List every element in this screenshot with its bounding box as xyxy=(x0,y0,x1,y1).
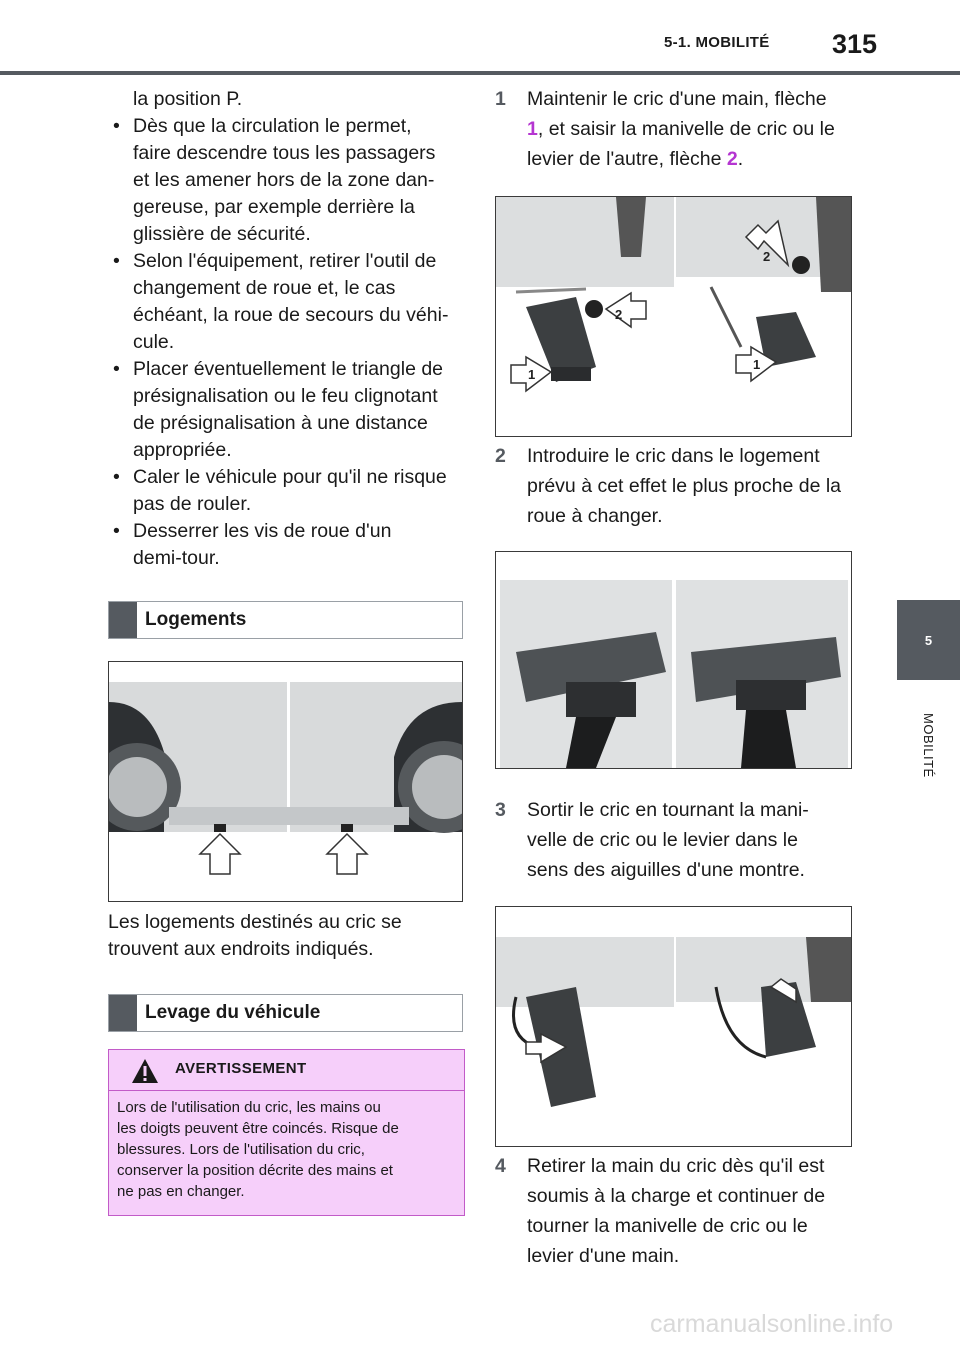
step-line xyxy=(527,146,743,173)
bullet-line: Placer éventuellement le triangle de xyxy=(133,358,444,380)
bullet-line: Desserrer les vis de roue d'un xyxy=(133,520,392,542)
step-line: prévu à cet effet le plus proche de la xyxy=(527,475,842,497)
step-line xyxy=(527,116,835,143)
page-number: 315 xyxy=(832,29,878,59)
section-heading-levage xyxy=(108,994,463,1032)
step-line: soumis à la charge et continuer de xyxy=(527,1185,826,1207)
bullet-line: Caler le véhicule pour qu'il ne risque xyxy=(133,466,447,488)
warning-line: Lors de l'utilisation du cric, les mains ou xyxy=(117,1099,381,1116)
watermark: carmanualsonline.info xyxy=(650,1310,894,1338)
bullet-line: de présignalisation à une distance xyxy=(133,412,428,434)
bullet-line: cule. xyxy=(133,331,175,353)
step-number: 4 xyxy=(495,1155,506,1177)
bullet-marker: • xyxy=(113,466,120,488)
jack-crank-figure xyxy=(495,906,852,1147)
step-number: 1 xyxy=(495,88,506,110)
bullet-marker: • xyxy=(113,520,120,542)
jack-arrow-label-1: 1 xyxy=(753,357,761,372)
jack-points-illustration xyxy=(109,662,462,901)
jack-points-figure xyxy=(108,661,463,902)
bullet-line: échéant, la roue de secours du véhi- xyxy=(133,304,449,326)
jack-arrow-label-2: 2 xyxy=(763,249,771,264)
step-line: sens des aiguilles d'une montre. xyxy=(527,859,805,881)
step-line: levier d'une main. xyxy=(527,1245,680,1267)
jack-crank-illustration xyxy=(496,907,851,1146)
step-number: 3 xyxy=(495,799,506,821)
heading-bar xyxy=(109,995,137,1031)
step-line: Sortir le cric en tournant la mani- xyxy=(527,799,809,821)
bullet-line: Dès que la circulation le permet, xyxy=(133,115,412,137)
step-line: Retirer la main du cric dès qu'il est xyxy=(527,1155,825,1177)
step-number: 2 xyxy=(495,445,506,467)
bullet-line: glissière de sécurité. xyxy=(133,223,311,245)
chapter-tab-number[interactable]: 5 xyxy=(897,600,960,680)
warning-line: les doigts peuvent être coincés. Risque de xyxy=(117,1120,399,1137)
chapter-tab-label-text: MOBILITÉ xyxy=(921,712,936,778)
jack-handling-illustration xyxy=(496,197,851,436)
step-line: Maintenir le cric d'une main, flèche xyxy=(527,88,827,110)
heading-text: Logements xyxy=(145,609,247,630)
header-rule xyxy=(0,71,960,75)
warning-header xyxy=(109,1050,464,1091)
bullet-line: faire descendre tous les passagers xyxy=(133,142,436,164)
header-section-title: 5-1. MOBILITÉ xyxy=(664,34,770,51)
step-line: Introduire le cric dans le logement xyxy=(527,445,820,467)
bullet-marker: • xyxy=(113,250,120,272)
bullet-line: demi-tour. xyxy=(133,547,220,569)
heading-text: Levage du véhicule xyxy=(145,1002,321,1023)
arrow-marker-2: 2 xyxy=(726,148,738,170)
logements-text-line: Les logements destinés au cric se xyxy=(108,911,402,933)
jack-arrow-label-1: 1 xyxy=(528,367,536,382)
bullet-line: gereuse, par exemple derrière la xyxy=(133,196,415,218)
bullet-line: présignalisation ou le feu clignotant xyxy=(133,385,438,407)
jack-handling-figure xyxy=(495,196,852,437)
step-line: tourner la manivelle de cric ou le xyxy=(527,1215,808,1237)
bullet-line: changement de roue et, le cas xyxy=(133,277,396,299)
bullet-line: appropriée. xyxy=(133,439,232,461)
bullet-marker: • xyxy=(113,358,120,380)
warning-line: ne pas en changer. xyxy=(117,1183,245,1200)
step-line: velle de cric ou le levier dans le xyxy=(527,829,798,851)
warning-line: blessures. Lors de l'utilisation du cric, xyxy=(117,1141,365,1158)
bullet-line: Selon l'équipement, retirer l'outil de xyxy=(133,250,437,272)
jack-arrow-label-2: 2 xyxy=(615,307,623,322)
bullet-line: pas de rouler. xyxy=(133,493,252,515)
warning-triangle-icon xyxy=(131,1058,159,1084)
heading-bar xyxy=(109,602,137,638)
intro-line: la position P. xyxy=(133,88,243,110)
bullet-line: et les amener hors de la zone dan- xyxy=(133,169,435,191)
step-line-suffix: . xyxy=(737,148,744,170)
warning-box xyxy=(108,1049,465,1216)
logements-text-line: trouvent aux endroits indiqués. xyxy=(108,938,374,960)
step-line-rest: , et saisir la manivelle de cric ou le xyxy=(537,118,835,140)
warning-line: conserver la position décrite des mains et xyxy=(117,1162,393,1179)
step-line-prefix: levier de l'autre, flèche xyxy=(527,148,727,170)
jack-socket-illustration xyxy=(496,552,851,768)
chapter-tab-label xyxy=(897,690,960,800)
jack-socket-figure xyxy=(495,551,852,769)
step-line: roue à changer. xyxy=(527,505,663,527)
bullet-marker: • xyxy=(113,115,120,137)
arrow-marker-1: 1 xyxy=(527,118,538,140)
warning-title: AVERTISSEMENT xyxy=(175,1060,307,1077)
section-heading-logements xyxy=(108,601,463,639)
